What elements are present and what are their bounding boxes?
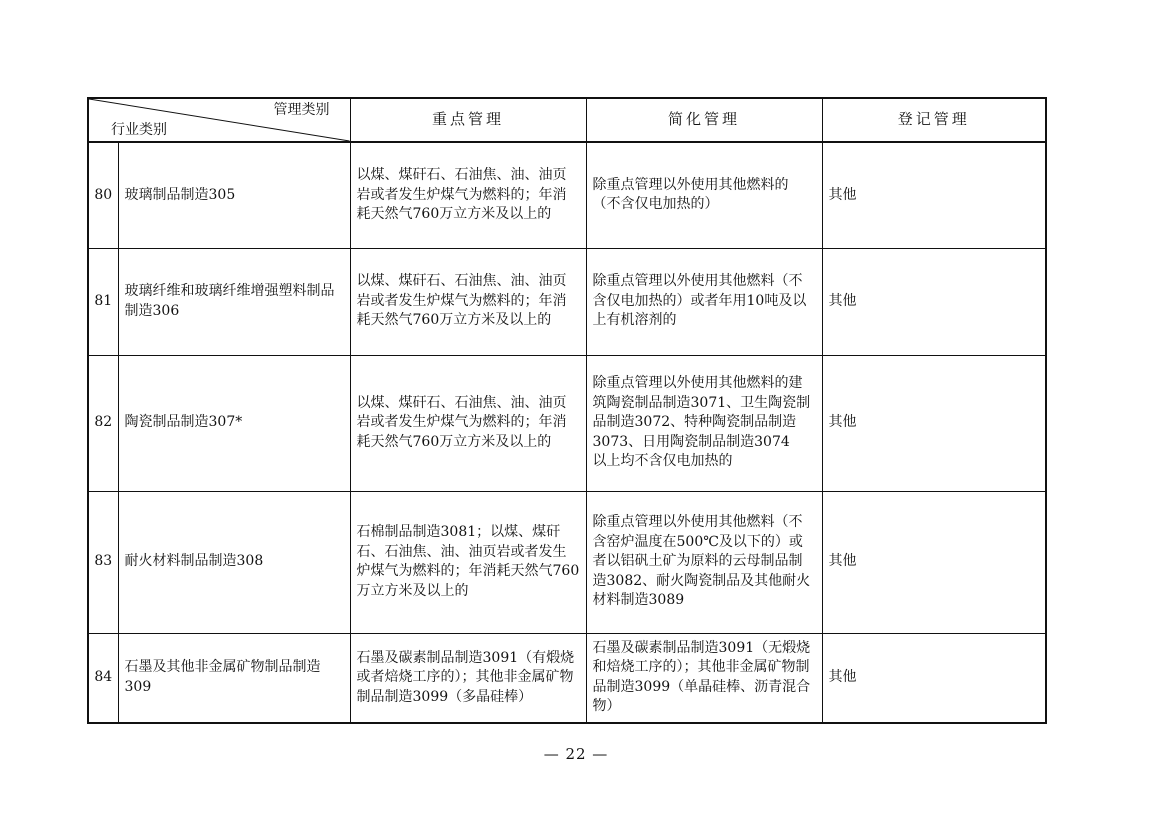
simplified-management-header: 简化管理 — [586, 98, 822, 142]
management-category-label: 管理类别 — [273, 102, 330, 118]
simplified-management-cell: 除重点管理以外使用其他燃料（不含窑炉温度在500℃及以下的）或者以铝矾土矿为原料的云母制品制造3082、耐火陶瓷制品及其他耐火材料制造3089 — [586, 491, 822, 633]
industry-cell: 石墨及其他非金属矿物制品制造309 — [118, 633, 350, 723]
industry-cell: 陶瓷制品制造307* — [118, 355, 350, 491]
simplified-management-cell: 除重点管理以外使用其他燃料的（不含仅电加热的） — [586, 142, 822, 248]
registration-management-header: 登记管理 — [822, 98, 1046, 142]
row-number: 82 — [88, 355, 118, 491]
management-category-table — [87, 97, 1047, 724]
key-management-cell: 石棉制品制造3081；以煤、煤矸石、石油焦、油、油页岩或者发生炉煤气为燃料的；年消耗天然气760万立方米及以上的 — [350, 491, 586, 633]
simplified-management-cell: 除重点管理以外使用其他燃料（不含仅电加热的）或者年用10吨及以上有机溶剂的 — [586, 248, 822, 355]
registration-management-cell: 其他 — [822, 633, 1046, 723]
key-management-cell: 石墨及碳素制品制造3091（有煅烧或者焙烧工序的）；其他非金属矿物制品制造3099（多晶硅棒） — [350, 633, 586, 723]
table-header-row — [88, 98, 1046, 142]
key-management-cell: 以煤、煤矸石、石油焦、油、油页岩或者发生炉煤气为燃料的；年消耗天然气760万立方米及以上的 — [350, 355, 586, 491]
industry-cell: 玻璃制品制造305 — [118, 142, 350, 248]
row-number: 80 — [88, 142, 118, 248]
row-number: 81 — [88, 248, 118, 355]
table-row — [88, 491, 1046, 633]
registration-management-cell: 其他 — [822, 248, 1046, 355]
simplified-management-cell: 石墨及碳素制品制造3091（无煅烧和焙烧工序的）；其他非金属矿物制品制造3099（单晶硅棒、沥青混合物） — [586, 633, 822, 723]
registration-management-cell: 其他 — [822, 142, 1046, 248]
registration-management-cell: 其他 — [822, 491, 1046, 633]
row-number: 83 — [88, 491, 118, 633]
table-row — [88, 633, 1046, 723]
table-row — [88, 142, 1046, 248]
key-management-header: 重点管理 — [350, 98, 586, 142]
industry-category-label: 行业类别 — [111, 122, 167, 138]
simplified-management-cell: 除重点管理以外使用其他燃料的建筑陶瓷制品制造3071、卫生陶瓷制品制造3072、特种陶瓷制品制造3073、日用陶瓷制品制造3074 以上均不含仅电加热的 — [586, 355, 822, 491]
diagonal-header-cell — [88, 98, 350, 142]
table-row — [88, 248, 1046, 355]
key-management-cell: 以煤、煤矸石、石油焦、油、油页岩或者发生炉煤气为燃料的；年消耗天然气760万立方米及以上的 — [350, 248, 586, 355]
key-management-cell: 以煤、煤矸石、石油焦、油、油页岩或者发生炉煤气为燃料的；年消耗天然气760万立方米及以上的 — [350, 142, 586, 248]
page-number: — 22 — — [543, 745, 609, 763]
row-number: 84 — [88, 633, 118, 723]
table-row — [88, 355, 1046, 491]
industry-cell: 玻璃纤维和玻璃纤维增强塑料制品制造306 — [118, 248, 350, 355]
registration-management-cell: 其他 — [822, 355, 1046, 491]
industry-cell: 耐火材料制品制造308 — [118, 491, 350, 633]
